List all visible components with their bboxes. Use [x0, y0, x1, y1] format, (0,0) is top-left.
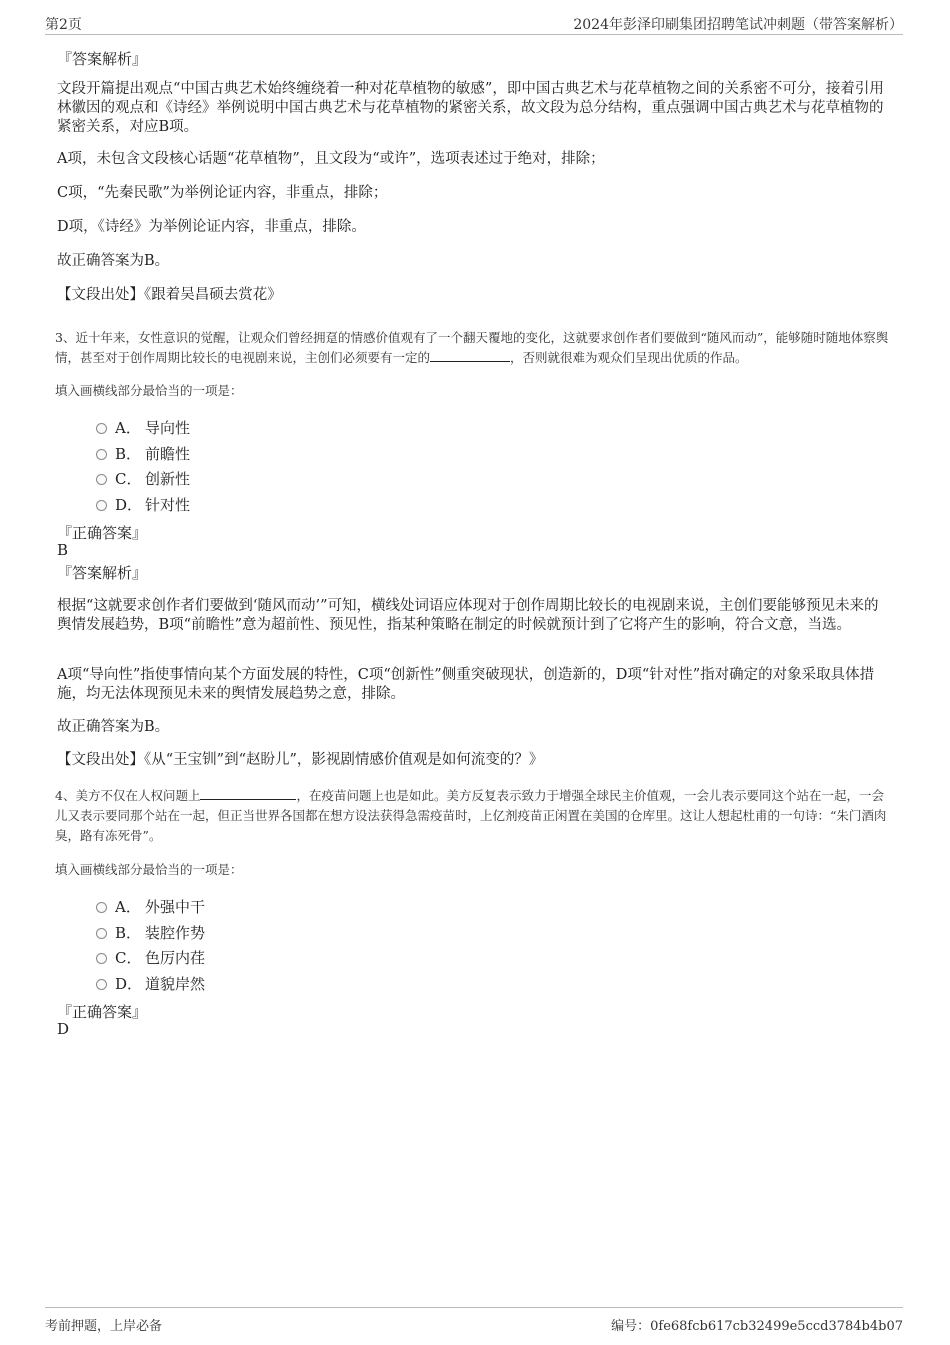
q2-analysis-paragraph: C项，“先秦民歌”为举例论证内容，非重点，排除；	[57, 185, 388, 201]
q4-stem-after: ，在疫苗问题上也是如此。美方反复表示致力于增强全球民主价值观，一会儿表示要同这个站在一起，一会儿又表示要同那个站在一起，但正当世界各国都在想方设法获得急需疫苗时，上亿剂疫苗正闲置在美国的仓库里。这让人想起杜甫的一句诗：“朱门酒肉臭，路有冻死骨”。	[55, 788, 887, 843]
q3-analysis-label: 『答案解析』	[57, 564, 148, 582]
q3-option-d[interactable]: D． 针对性	[96, 494, 190, 516]
radio-icon[interactable]	[96, 928, 107, 939]
q3-analysis-paragraph: 故正确答案为B。	[57, 719, 170, 735]
radio-icon[interactable]	[96, 474, 107, 485]
q2-analysis-paragraph: D项，《诗经》为举例论证内容，非重点，排除。	[57, 219, 366, 235]
q2-analysis-paragraph: A项，未包含文段核心话题“花草植物”，且文段为“或许”，选项表述过于绝对，排除；	[57, 151, 605, 167]
q2-source: 【文段出处】《跟着吴昌硕去赏花》	[57, 287, 282, 303]
q3-prompt: 填入画横线部分最恰当的一项是：	[55, 383, 243, 398]
q3-stem-after: ，否则就很难为观众们呈现出优质的作品。	[510, 350, 748, 365]
q2-analysis-label: 『答案解析』	[57, 50, 148, 68]
q4-blank	[200, 787, 296, 800]
q3-stem	[55, 328, 893, 368]
q3-answer-label: 『正确答案』	[57, 524, 148, 542]
q4-option-d[interactable]: D． 道貌岸然	[96, 973, 205, 995]
q3-source: 【文段出处】《从“王宝钏”到“赵盼儿”，影视剧情感价值观是如何流变的？》	[57, 752, 544, 768]
footer-code: 编号：0fe68fcb617cb32499e5ccd3784b4b07	[611, 1319, 903, 1334]
q3-blank	[430, 349, 510, 362]
document-title: 2024年彭泽印刷集团招聘笔试冲刺题（带答案解析）	[573, 17, 903, 33]
page-footer	[45, 1307, 903, 1336]
q3-option-b[interactable]: B． 前瞻性	[96, 443, 190, 465]
q3-answer: B	[57, 541, 69, 559]
q3-stem-before: 3、近十年来，女性意识的觉醒，让观众们曾经拥趸的情感价值观有了一个翻天覆地的变化，这就要求创作者们要做到“随风而动”，能够随时随地体察舆情，甚至对于创作周期比较长的电视剧来说，主创们必须要有一定的	[55, 330, 889, 365]
q3-analysis-paragraph: A项“导向性”指使事情向某个方面发展的特性，C项“创新性”侧重突破现状，创造新的，D项“针对性”指对确定的对象采取具体措施，均无法体现预见未来的舆情发展趋势之意，排除。	[57, 667, 875, 702]
radio-icon[interactable]	[96, 953, 107, 964]
q3-option-a[interactable]: A． 导向性	[96, 417, 190, 439]
q4-answer-label: 『正确答案』	[57, 1003, 148, 1021]
q4-answer: D	[57, 1020, 70, 1038]
radio-icon[interactable]	[96, 500, 107, 511]
radio-icon[interactable]	[96, 902, 107, 913]
q4-option-a[interactable]: A． 外强中干	[96, 896, 205, 918]
q4-prompt: 填入画横线部分最恰当的一项是：	[55, 862, 243, 877]
q4-option-b[interactable]: B． 装腔作势	[96, 922, 205, 944]
q3-option-c[interactable]: C． 创新性	[96, 468, 190, 490]
page-number: 第2页	[45, 17, 82, 33]
q4-option-c[interactable]: C． 色厉内荏	[96, 947, 205, 969]
q4-stem	[55, 786, 893, 846]
radio-icon[interactable]	[96, 979, 107, 990]
q3-analysis-paragraph: 根据“这就要求创作者们要做到‘随风而动’”可知，横线处词语应体现对于创作周期比较长的电视剧来说，主创们要能够预见未来的舆情发展趋势，B项“前瞻性”意为超前性、预见性，指某种策略在制定的时候就预计到了它将产生的影响，符合文意，当选。	[57, 598, 879, 633]
radio-icon[interactable]	[96, 449, 107, 460]
radio-icon[interactable]	[96, 423, 107, 434]
q2-analysis-paragraph: 故正确答案为B。	[57, 253, 170, 269]
q4-stem-before: 4、美方不仅在人权问题上	[55, 788, 201, 803]
q2-analysis-paragraph: 文段开篇提出观点“中国古典艺术始终缠绕着一种对花草植物的敏感”，即中国古典艺术与花草植物之间的关系密不可分，接着引用林徽因的观点和《诗经》举例说明中国古典艺术与花草植物的紧密关系，故文段为总分结构，重点强调中国古典艺术与花草植物的紧密关系，对应B项。	[57, 81, 884, 135]
footer-slogan: 考前押题，上岸必备	[45, 1319, 163, 1334]
page-header	[45, 12, 903, 35]
